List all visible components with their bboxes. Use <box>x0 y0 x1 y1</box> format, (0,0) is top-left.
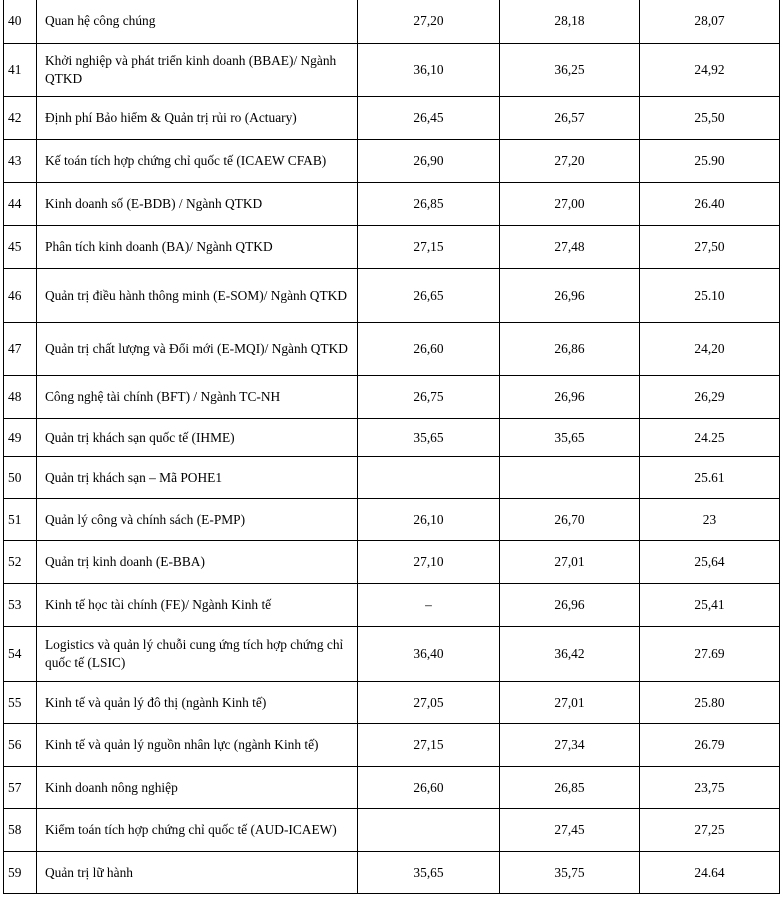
score-col-1: 26,75 <box>358 376 500 419</box>
table-row <box>4 140 780 183</box>
table-row <box>4 809 780 852</box>
program-name: Phân tích kinh doanh (BA)/ Ngành QTKD <box>37 226 358 269</box>
row-number: 54 <box>4 627 37 682</box>
program-name: Kinh doanh số (E-BDB) / Ngành QTKD <box>37 183 358 226</box>
score-col-3: 27,25 <box>640 809 780 852</box>
score-col-1: 27,20 <box>358 0 500 44</box>
row-number: 45 <box>4 226 37 269</box>
program-name: Định phí Bảo hiểm & Quản trị rủi ro (Actuary) <box>37 97 358 140</box>
table-row <box>4 457 780 499</box>
program-name: Kinh tế học tài chính (FE)/ Ngành Kinh tế <box>37 584 358 627</box>
score-col-3: 24,20 <box>640 323 780 376</box>
score-col-3: 25,64 <box>640 541 780 584</box>
score-col-3: 25,50 <box>640 97 780 140</box>
program-name: Kiểm toán tích hợp chứng chỉ quốc tế (AUD-ICAEW) <box>37 809 358 852</box>
program-name: Logistics và quản lý chuỗi cung ứng tích hợp chứng chỉ quốc tế (LSIC) <box>37 627 358 682</box>
score-col-2: 35,65 <box>500 419 640 457</box>
score-col-2: 36,25 <box>500 44 640 97</box>
score-col-3: 25,41 <box>640 584 780 627</box>
program-name: Kinh tế và quản lý nguồn nhân lực (ngành Kinh tế) <box>37 724 358 767</box>
score-col-2: 26,57 <box>500 97 640 140</box>
program-name: Quản trị khách sạn quốc tế (IHME) <box>37 419 358 457</box>
score-col-3: 26.79 <box>640 724 780 767</box>
score-col-2: 28,18 <box>500 0 640 44</box>
program-name: Quản trị khách sạn – Mã POHE1 <box>37 457 358 499</box>
score-col-2: 27,45 <box>500 809 640 852</box>
row-number: 49 <box>4 419 37 457</box>
program-name: Kế toán tích hợp chứng chỉ quốc tế (ICAEW CFAB) <box>37 140 358 183</box>
score-col-2: 27,34 <box>500 724 640 767</box>
score-col-1: 27,05 <box>358 682 500 724</box>
score-col-2: 27,01 <box>500 682 640 724</box>
score-col-2: 27,00 <box>500 183 640 226</box>
score-col-3: 27,50 <box>640 226 780 269</box>
score-col-2: 27,01 <box>500 541 640 584</box>
program-name: Quản trị chất lượng và Đổi mới (E-MQI)/ Ngành QTKD <box>37 323 358 376</box>
score-col-1: 35,65 <box>358 852 500 894</box>
row-number: 58 <box>4 809 37 852</box>
score-col-3: 27.69 <box>640 627 780 682</box>
row-number: 52 <box>4 541 37 584</box>
score-col-1: 27,10 <box>358 541 500 584</box>
table-row <box>4 376 780 419</box>
score-col-1: 26,90 <box>358 140 500 183</box>
table-row <box>4 269 780 323</box>
table-row <box>4 584 780 627</box>
row-number: 44 <box>4 183 37 226</box>
score-col-1 <box>358 457 500 499</box>
row-number: 43 <box>4 140 37 183</box>
score-col-1 <box>358 809 500 852</box>
row-number: 42 <box>4 97 37 140</box>
score-col-3: 28,07 <box>640 0 780 44</box>
score-col-2: 27,20 <box>500 140 640 183</box>
row-number: 56 <box>4 724 37 767</box>
score-col-3: 25.80 <box>640 682 780 724</box>
table-row <box>4 183 780 226</box>
score-col-1: 36,10 <box>358 44 500 97</box>
table-row <box>4 682 780 724</box>
program-name: Quản trị kinh doanh (E-BBA) <box>37 541 358 584</box>
score-col-3: 24,92 <box>640 44 780 97</box>
score-col-3: 25.61 <box>640 457 780 499</box>
score-col-1: 26,10 <box>358 499 500 541</box>
score-col-3: 23,75 <box>640 767 780 809</box>
program-name: Kinh doanh nông nghiệp <box>37 767 358 809</box>
program-name: Quan hệ công chúng <box>37 0 358 44</box>
table-row <box>4 226 780 269</box>
row-number: 50 <box>4 457 37 499</box>
score-col-3: 23 <box>640 499 780 541</box>
row-number: 47 <box>4 323 37 376</box>
table-row <box>4 499 780 541</box>
score-col-1: 26,60 <box>358 767 500 809</box>
score-col-2: 26,96 <box>500 269 640 323</box>
score-col-1: 27,15 <box>358 226 500 269</box>
table-row <box>4 323 780 376</box>
score-col-1: 27,15 <box>358 724 500 767</box>
score-col-1: 26,60 <box>358 323 500 376</box>
score-col-3: 24.25 <box>640 419 780 457</box>
table-row <box>4 0 780 44</box>
row-number: 51 <box>4 499 37 541</box>
row-number: 41 <box>4 44 37 97</box>
table-row <box>4 767 780 809</box>
score-col-2: 26,85 <box>500 767 640 809</box>
score-col-2: 26,86 <box>500 323 640 376</box>
table-row <box>4 44 780 97</box>
program-name: Công nghệ tài chính (BFT) / Ngành TC-NH <box>37 376 358 419</box>
score-col-1: 36,40 <box>358 627 500 682</box>
score-col-1: 35,65 <box>358 419 500 457</box>
score-col-2: 26,96 <box>500 376 640 419</box>
score-col-3: 26.40 <box>640 183 780 226</box>
score-col-2: 36,42 <box>500 627 640 682</box>
table-row <box>4 627 780 682</box>
table-row <box>4 541 780 584</box>
score-col-3: 25.90 <box>640 140 780 183</box>
score-col-3: 26,29 <box>640 376 780 419</box>
program-name: Khởi nghiệp và phát triển kinh doanh (BBAE)/ Ngành QTKD <box>37 44 358 97</box>
program-name: Quản lý công và chính sách (E-PMP) <box>37 499 358 541</box>
score-col-2: 26,70 <box>500 499 640 541</box>
score-col-2: 27,48 <box>500 226 640 269</box>
row-number: 53 <box>4 584 37 627</box>
score-col-1: – <box>358 584 500 627</box>
row-number: 46 <box>4 269 37 323</box>
program-name: Kinh tế và quản lý đô thị (ngành Kinh tế) <box>37 682 358 724</box>
program-name: Quản trị lữ hành <box>37 852 358 894</box>
score-table-body <box>4 0 780 894</box>
score-col-1: 26,45 <box>358 97 500 140</box>
score-col-2: 26,96 <box>500 584 640 627</box>
table-row <box>4 419 780 457</box>
row-number: 40 <box>4 0 37 44</box>
table-row <box>4 724 780 767</box>
row-number: 57 <box>4 767 37 809</box>
score-table <box>3 0 780 894</box>
row-number: 55 <box>4 682 37 724</box>
table-row <box>4 852 780 894</box>
score-col-1: 26,65 <box>358 269 500 323</box>
score-col-3: 24.64 <box>640 852 780 894</box>
program-name: Quản trị điều hành thông minh (E-SOM)/ Ngành QTKD <box>37 269 358 323</box>
score-col-3: 25.10 <box>640 269 780 323</box>
row-number: 59 <box>4 852 37 894</box>
score-col-2 <box>500 457 640 499</box>
table-row <box>4 97 780 140</box>
score-col-1: 26,85 <box>358 183 500 226</box>
score-col-2: 35,75 <box>500 852 640 894</box>
row-number: 48 <box>4 376 37 419</box>
